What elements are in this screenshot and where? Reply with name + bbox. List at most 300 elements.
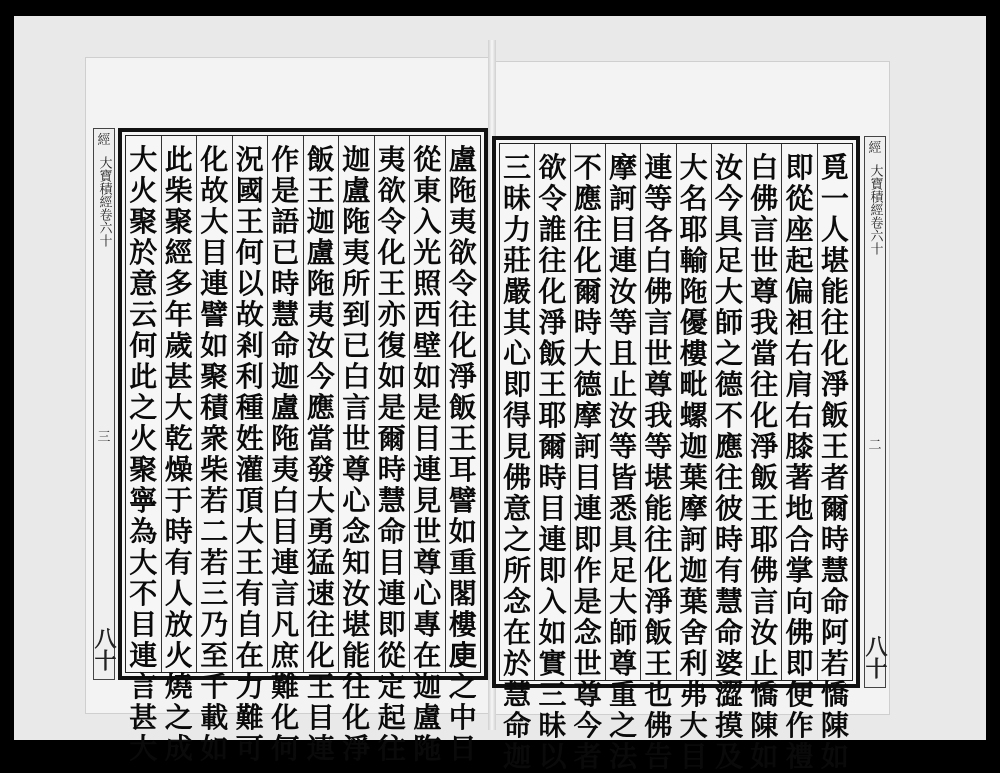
character: 陳 xyxy=(750,709,779,742)
character: 袒 xyxy=(785,306,814,339)
character: 意 xyxy=(503,492,532,525)
character: 夷 xyxy=(377,143,406,176)
character: 飯 xyxy=(644,616,673,649)
character: 言 xyxy=(271,577,300,610)
character: 見 xyxy=(413,484,442,517)
right-text-column xyxy=(711,144,746,773)
right-text-column xyxy=(640,144,675,773)
character: 日 xyxy=(448,732,477,765)
character: 作 xyxy=(271,143,300,176)
character: 盧 xyxy=(342,174,371,207)
character: 放 xyxy=(164,608,193,641)
character: 大 xyxy=(235,515,264,548)
character: 止 xyxy=(609,368,638,401)
character: 難 xyxy=(271,670,300,703)
character: 夷 xyxy=(306,298,335,331)
character: 歲 xyxy=(164,329,193,362)
character: 足 xyxy=(714,244,743,277)
character: 云 xyxy=(129,298,158,331)
character: 火 xyxy=(129,422,158,455)
character: 三 xyxy=(538,678,567,711)
character: 大 xyxy=(200,205,229,238)
character: 右 xyxy=(785,337,814,370)
character: 何 xyxy=(129,329,158,362)
character: 爾 xyxy=(538,430,567,463)
character: 可 xyxy=(235,732,264,765)
character: 定 xyxy=(377,670,406,703)
character: 王 xyxy=(235,205,264,238)
character: 連 xyxy=(306,732,335,765)
character: 嚴 xyxy=(503,275,532,308)
character: 王 xyxy=(235,546,264,579)
left-text-column xyxy=(161,136,197,765)
character: 即 xyxy=(785,151,814,184)
character: 憍 xyxy=(820,678,849,711)
character: 時 xyxy=(164,515,193,548)
character: 寧 xyxy=(129,484,158,517)
character: 若 xyxy=(200,546,229,579)
character: 實 xyxy=(538,647,567,680)
character: 連 xyxy=(200,267,229,300)
character: 三 xyxy=(200,577,229,610)
left-text-frame xyxy=(118,128,488,765)
character: 化 xyxy=(644,554,673,587)
character: 師 xyxy=(609,616,638,649)
character: 起 xyxy=(785,244,814,277)
character: 告 xyxy=(644,740,673,773)
character: 肩 xyxy=(785,368,814,401)
character: 摩 xyxy=(609,151,638,184)
character: 三 xyxy=(503,151,532,184)
character: 入 xyxy=(538,585,567,618)
character: 大 xyxy=(609,585,638,618)
character: 知 xyxy=(342,546,371,579)
right-text-column xyxy=(570,144,605,773)
character: 今 xyxy=(714,182,743,215)
character: 往 xyxy=(342,670,371,703)
character: 此 xyxy=(129,360,158,393)
character: 王 xyxy=(306,670,335,703)
character: 堪 xyxy=(820,244,849,277)
character: 不 xyxy=(573,151,602,184)
character: 悉 xyxy=(609,492,638,525)
character: 舍 xyxy=(679,616,708,649)
character: 發 xyxy=(306,453,335,486)
character: 起 xyxy=(377,701,406,734)
character: 時 xyxy=(714,523,743,556)
character: 積 xyxy=(200,391,229,424)
character: 在 xyxy=(503,616,532,649)
character: 種 xyxy=(235,391,264,424)
left-text-column xyxy=(267,136,303,765)
character: 堪 xyxy=(342,608,371,641)
character: 尊 xyxy=(573,678,602,711)
character: 得 xyxy=(503,399,532,432)
character: 慧 xyxy=(377,484,406,517)
character: 飯 xyxy=(306,143,335,176)
character: 當 xyxy=(750,337,779,370)
character: 白 xyxy=(271,484,300,517)
character: 止 xyxy=(750,647,779,680)
character: 王 xyxy=(538,368,567,401)
character: 佛 xyxy=(503,461,532,494)
character: 連 xyxy=(573,492,602,525)
character: 輸 xyxy=(679,244,708,277)
character: 當 xyxy=(306,422,335,455)
character: 灌 xyxy=(235,453,264,486)
character: 淨 xyxy=(538,306,567,339)
character: 陁 xyxy=(271,422,300,455)
character: 化 xyxy=(271,701,300,734)
character: 若 xyxy=(820,647,849,680)
character: 心 xyxy=(413,577,442,610)
right-text-column xyxy=(500,144,534,773)
character: 何 xyxy=(271,732,300,765)
character: 汝 xyxy=(714,151,743,184)
character: 𢈔 xyxy=(448,639,477,672)
character: 往 xyxy=(820,306,849,339)
character: 經 xyxy=(164,236,193,269)
character: 念 xyxy=(342,515,371,548)
right-text-column xyxy=(534,144,569,773)
character: 覓 xyxy=(820,151,849,184)
character: 即 xyxy=(785,647,814,680)
character: 具 xyxy=(714,213,743,246)
character: 訶 xyxy=(573,430,602,463)
character: 大 xyxy=(129,143,158,176)
character: 連 xyxy=(377,577,406,610)
character: 等 xyxy=(644,182,673,215)
character: 聚 xyxy=(164,205,193,238)
character: 爾 xyxy=(573,275,602,308)
character: 若 xyxy=(200,484,229,517)
character: 命 xyxy=(377,515,406,548)
character: 汝 xyxy=(342,577,371,610)
character: 大 xyxy=(164,391,193,424)
left-text-column xyxy=(303,136,339,765)
character: 連 xyxy=(609,244,638,277)
character: 頂 xyxy=(235,484,264,517)
character: 大 xyxy=(679,151,708,184)
character: 昧 xyxy=(538,709,567,742)
character: 千 xyxy=(200,670,229,703)
character: 從 xyxy=(413,143,442,176)
character: 有 xyxy=(164,546,193,579)
character: 摩 xyxy=(573,399,602,432)
character: 二 xyxy=(200,515,229,548)
character: 聚 xyxy=(129,453,158,486)
character: 白 xyxy=(342,360,371,393)
character: 聚 xyxy=(129,205,158,238)
character: 何 xyxy=(235,236,264,269)
character: 目 xyxy=(129,608,158,641)
left-margin-leaf: 三 xyxy=(97,429,111,445)
character: 著 xyxy=(785,461,814,494)
character: 大 xyxy=(714,275,743,308)
character: 地 xyxy=(785,492,814,525)
character: 往 xyxy=(377,732,406,765)
character: 耶 xyxy=(679,213,708,246)
character: 東 xyxy=(413,174,442,207)
character: 之 xyxy=(129,391,158,424)
character: 等 xyxy=(609,430,638,463)
right-margin-title: 大寶積經卷六十 xyxy=(867,164,883,255)
character: 于 xyxy=(164,484,193,517)
character: 葉 xyxy=(679,461,708,494)
character: 時 xyxy=(820,523,849,556)
character: 重 xyxy=(448,546,477,579)
left-text-column xyxy=(126,136,161,765)
character: 如 xyxy=(538,616,567,649)
character: 掌 xyxy=(785,554,814,587)
character: 化 xyxy=(820,337,849,370)
character: 如 xyxy=(200,329,229,362)
character: 阿 xyxy=(820,616,849,649)
character: 盧 xyxy=(413,701,442,734)
character: 應 xyxy=(573,182,602,215)
character: 言 xyxy=(644,306,673,339)
character: 我 xyxy=(750,306,779,339)
character: 化 xyxy=(448,329,477,362)
character: 壁 xyxy=(413,329,442,362)
right-text-columns xyxy=(500,144,852,773)
character: 慧 xyxy=(714,585,743,618)
character: 世 xyxy=(750,244,779,277)
character: 從 xyxy=(377,639,406,672)
character: 命 xyxy=(503,709,532,742)
character: 能 xyxy=(342,639,371,672)
character: 目 xyxy=(377,546,406,579)
character: 欲 xyxy=(538,151,567,184)
character: 也 xyxy=(644,678,673,711)
character: 即 xyxy=(538,554,567,587)
character: 聚 xyxy=(200,360,229,393)
character: 優 xyxy=(679,306,708,339)
character: 摸 xyxy=(714,709,743,742)
character: 堪 xyxy=(644,461,673,494)
character: 中 xyxy=(448,701,477,734)
character: 汝 xyxy=(609,399,638,432)
character: 等 xyxy=(609,306,638,339)
left-margin-strip xyxy=(93,128,115,680)
character: 等 xyxy=(644,430,673,463)
character: 連 xyxy=(644,151,673,184)
character: 飯 xyxy=(820,399,849,432)
character: 莊 xyxy=(503,244,532,277)
character: 化 xyxy=(306,639,335,672)
character: 尊 xyxy=(609,647,638,680)
right-text-column xyxy=(676,144,711,773)
character: 照 xyxy=(413,267,442,300)
character: 盧 xyxy=(306,236,335,269)
character: 各 xyxy=(644,213,673,246)
character: 如 xyxy=(200,732,229,765)
character: 往 xyxy=(306,608,335,641)
character: 即 xyxy=(573,523,602,556)
character: 不 xyxy=(714,399,743,432)
character: 燒 xyxy=(164,670,193,703)
character: 心 xyxy=(503,337,532,370)
character: 在 xyxy=(235,639,264,672)
character: 到 xyxy=(342,298,371,331)
character: 大 xyxy=(129,732,158,765)
character: 命 xyxy=(820,585,849,618)
character: 世 xyxy=(573,647,602,680)
character: 於 xyxy=(503,647,532,680)
character: 之 xyxy=(609,709,638,742)
character: 心 xyxy=(342,484,371,517)
character: 世 xyxy=(413,515,442,548)
character: 樓 xyxy=(448,608,477,641)
character: 利 xyxy=(679,647,708,680)
character: 訶 xyxy=(609,182,638,215)
character: 王 xyxy=(306,174,335,207)
character: 尊 xyxy=(750,275,779,308)
character: 時 xyxy=(538,461,567,494)
character: 閣 xyxy=(448,577,477,610)
character: 螺 xyxy=(679,399,708,432)
character: 佛 xyxy=(785,616,814,649)
character: 如 xyxy=(448,515,477,548)
character: 葉 xyxy=(679,585,708,618)
character: 淨 xyxy=(644,585,673,618)
character: 化 xyxy=(538,275,567,308)
character: 火 xyxy=(164,639,193,672)
character: 陁 xyxy=(342,205,371,238)
character: 弗 xyxy=(679,678,708,711)
character: 婆 xyxy=(714,647,743,680)
character: 已 xyxy=(271,236,300,269)
character: 能 xyxy=(820,275,849,308)
character: 迦 xyxy=(271,360,300,393)
character: 故 xyxy=(200,174,229,207)
left-margin-title: 大寶積經卷六十 xyxy=(96,156,112,247)
left-text-column xyxy=(409,136,445,765)
character: 目 xyxy=(538,492,567,525)
left-text-column xyxy=(445,136,481,765)
character: 時 xyxy=(573,306,602,339)
character: 連 xyxy=(538,523,567,556)
character: 法 xyxy=(609,740,638,773)
character: 凡 xyxy=(271,608,300,641)
character: 往 xyxy=(714,461,743,494)
character: 往 xyxy=(538,244,567,277)
character: 已 xyxy=(342,329,371,362)
character: 及 xyxy=(714,740,743,773)
character: 柴 xyxy=(164,174,193,207)
character: 連 xyxy=(413,453,442,486)
character: 作 xyxy=(573,554,602,587)
character: 樓 xyxy=(679,337,708,370)
character: 耳 xyxy=(448,453,477,486)
character: 應 xyxy=(714,430,743,463)
character: 難 xyxy=(235,701,264,734)
character: 訶 xyxy=(679,523,708,556)
character: 右 xyxy=(785,399,814,432)
character: 念 xyxy=(503,585,532,618)
character: 向 xyxy=(785,585,814,618)
character: 國 xyxy=(235,174,264,207)
character: 化 xyxy=(750,399,779,432)
character: 尊 xyxy=(342,453,371,486)
character: 以 xyxy=(235,267,264,300)
character: 陳 xyxy=(820,709,849,742)
character: 迦 xyxy=(679,554,708,587)
right-margin-leaf: 二 xyxy=(868,437,882,453)
character: 勇 xyxy=(306,515,335,548)
character: 人 xyxy=(164,577,193,610)
character: 飯 xyxy=(448,391,477,424)
character: 甚 xyxy=(164,360,193,393)
character: 重 xyxy=(609,678,638,711)
character: 力 xyxy=(235,670,264,703)
character: 迦 xyxy=(679,430,708,463)
character: 往 xyxy=(448,298,477,331)
character: 甚 xyxy=(129,701,158,734)
character: 有 xyxy=(714,554,743,587)
character: 目 xyxy=(271,515,300,548)
character: 世 xyxy=(342,422,371,455)
character: 於 xyxy=(129,236,158,269)
character: 飯 xyxy=(538,337,567,370)
character: 有 xyxy=(235,577,264,610)
left-text-column xyxy=(196,136,232,765)
character: 憍 xyxy=(750,678,779,711)
left-text-column xyxy=(374,136,410,765)
character: 命 xyxy=(714,616,743,649)
character: 令 xyxy=(377,205,406,238)
character: 此 xyxy=(164,143,193,176)
character: 多 xyxy=(164,267,193,300)
character: 令 xyxy=(538,182,567,215)
character: 淨 xyxy=(820,368,849,401)
right-text-column xyxy=(605,144,640,773)
character: 往 xyxy=(644,523,673,556)
character: 大 xyxy=(573,337,602,370)
character: 柴 xyxy=(200,453,229,486)
character: 白 xyxy=(750,151,779,184)
character: 往 xyxy=(750,368,779,401)
right-text-column xyxy=(781,144,816,773)
character: 故 xyxy=(235,298,264,331)
character: 化 xyxy=(573,244,602,277)
character: 庶 xyxy=(271,639,300,672)
character: 昧 xyxy=(503,182,532,215)
character: 作 xyxy=(785,709,814,742)
character: 世 xyxy=(644,337,673,370)
character: 佛 xyxy=(644,709,673,742)
character: 言 xyxy=(342,391,371,424)
character: 者 xyxy=(820,461,849,494)
character: 目 xyxy=(306,701,335,734)
character: 言 xyxy=(750,213,779,246)
character: 禮 xyxy=(785,740,814,773)
character: 偏 xyxy=(785,275,814,308)
character: 夷 xyxy=(271,453,300,486)
character: 耶 xyxy=(750,523,779,556)
character: 人 xyxy=(820,213,849,246)
character: 名 xyxy=(679,182,708,215)
character: 王 xyxy=(448,422,477,455)
character: 時 xyxy=(271,267,300,300)
character: 意 xyxy=(129,267,158,300)
character: 言 xyxy=(129,670,158,703)
character: 入 xyxy=(413,205,442,238)
character: 化 xyxy=(200,143,229,176)
character: 是 xyxy=(413,391,442,424)
character: 德 xyxy=(573,368,602,401)
left-text-column xyxy=(232,136,268,765)
